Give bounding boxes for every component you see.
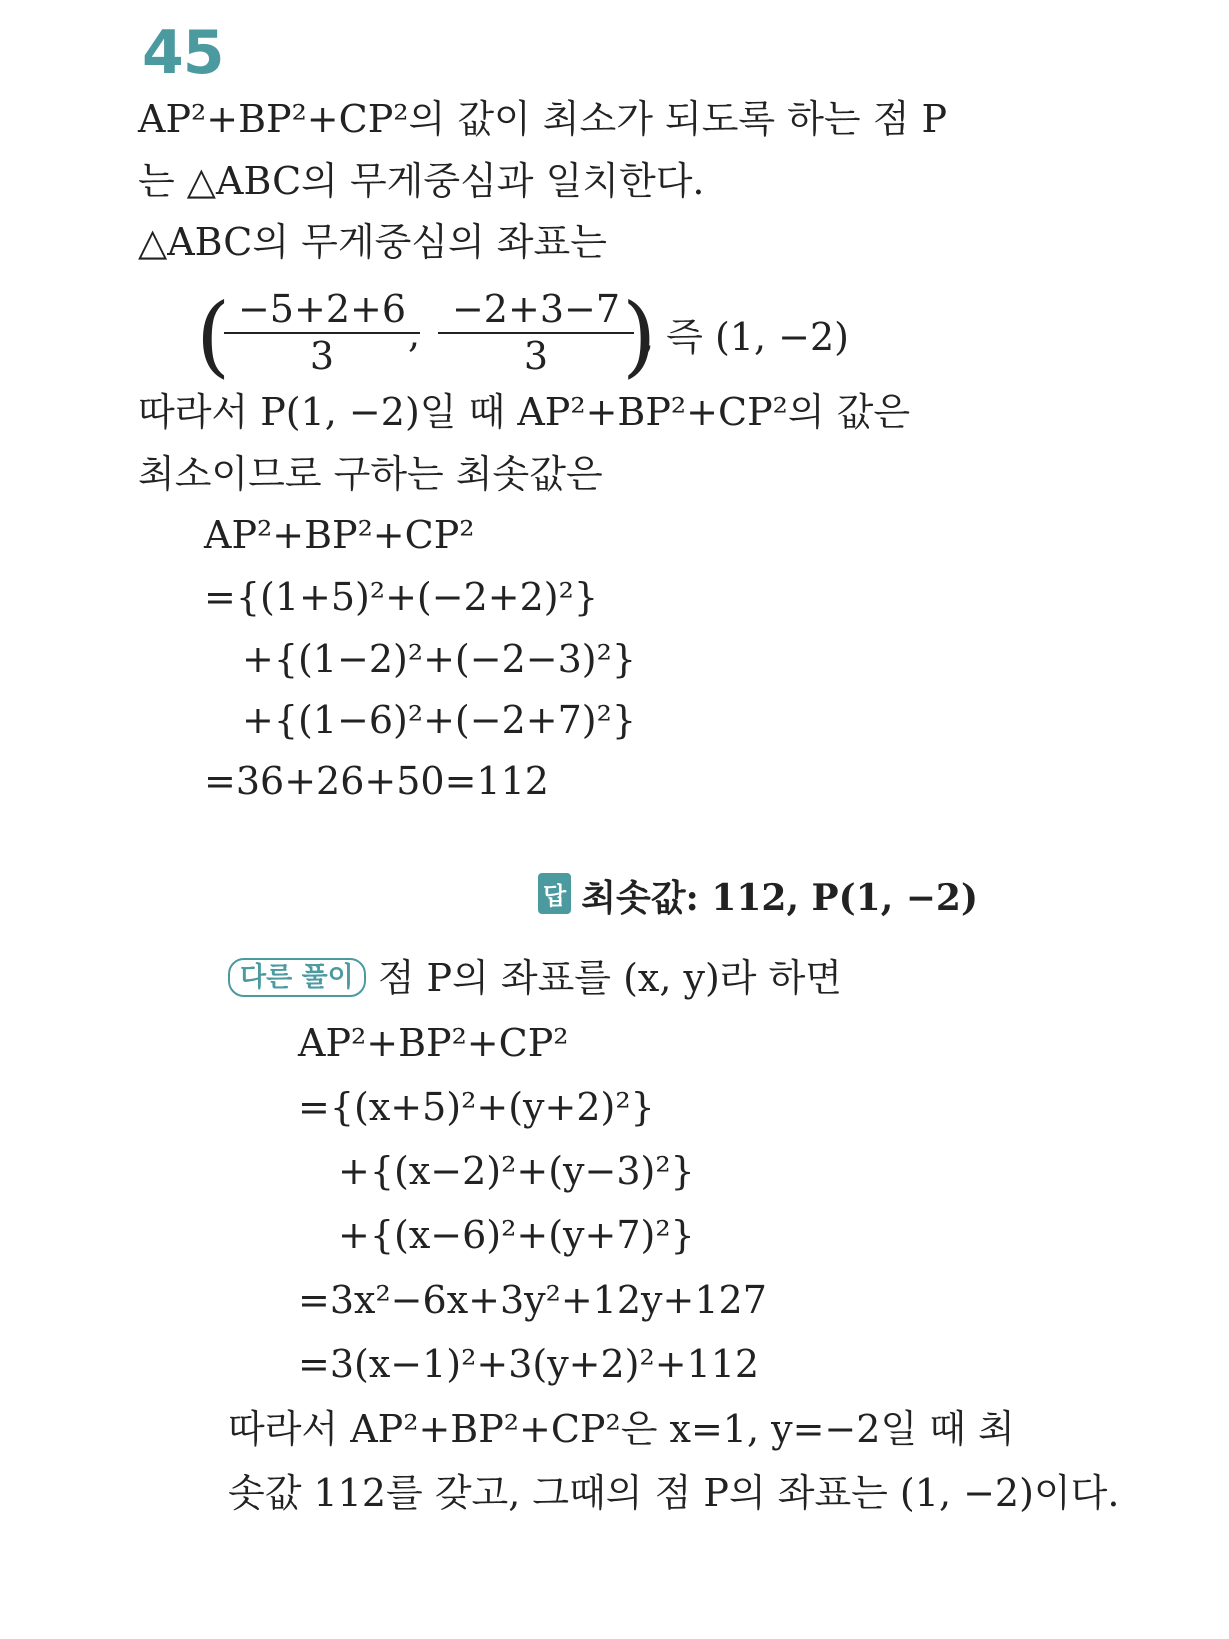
answer-badge: 답 — [538, 873, 571, 914]
fraction-denominator: 3 — [523, 333, 549, 378]
alternate-solution-badge: 다른 풀이 — [228, 958, 366, 997]
problem-line-1: AP²+BP²+CP²의 값이 최소가 되도록 하는 점 P — [138, 97, 948, 141]
problem-line-3: △ABC의 무게중심의 좌표는 — [138, 220, 607, 264]
centroid-y-fraction — [438, 288, 634, 379]
problem-line-6: 최소이므로 구하는 최솟값은 — [138, 452, 603, 496]
alt-calc-line-6: =3(x−1)²+3(y+2)²+112 — [298, 1342, 760, 1386]
fraction-numerator: −2+3−7 — [438, 288, 634, 334]
left-paren-icon: ( — [196, 284, 231, 387]
alt-calc-line-3: +{(x−2)²+(y−3)²} — [338, 1149, 695, 1193]
alternate-intro-line — [228, 956, 842, 1000]
problem-line-5: 따라서 P(1, −2)일 때 AP²+BP²+CP²의 값은 — [138, 390, 911, 434]
calc-line-1: AP²+BP²+CP² — [204, 513, 475, 557]
centroid-result: , 즉 (1, −2) — [642, 315, 849, 359]
comma: , — [408, 312, 421, 356]
answer — [538, 870, 978, 921]
alternate-conclusion-2: 솟값 112를 갖고, 그때의 점 P의 좌표는 (1, −2)이다. — [228, 1471, 1120, 1515]
problem-line-2: 는 △ABC의 무게중심과 일치한다. — [138, 159, 705, 203]
calc-line-4: +{(1−6)²+(−2+7)²} — [242, 698, 637, 742]
alt-calc-line-5: =3x²−6x+3y²+12y+127 — [298, 1278, 767, 1322]
fraction-denominator: 3 — [309, 333, 335, 378]
calc-line-3: +{(1−2)²+(−2−3)²} — [242, 637, 637, 681]
alt-calc-line-2: ={(x+5)²+(y+2)²} — [298, 1085, 655, 1129]
alternate-conclusion-1: 따라서 AP²+BP²+CP²은 x=1, y=−2일 때 최 — [228, 1407, 1015, 1451]
calc-line-5: =36+26+50=112 — [204, 759, 549, 803]
centroid-x-fraction — [224, 288, 420, 379]
fraction-numerator: −5+2+6 — [224, 288, 420, 334]
alt-calc-line-4: +{(x−6)²+(y+7)²} — [338, 1213, 695, 1257]
answer-text: 최솟값: 112, P(1, −2) — [581, 877, 979, 919]
alt-calc-line-1: AP²+BP²+CP² — [298, 1021, 569, 1065]
calc-line-2: ={(1+5)²+(−2+2)²} — [204, 575, 599, 619]
right-paren-icon: ) — [622, 284, 657, 387]
alternate-intro: 점 P의 좌표를 (x, y)라 하면 — [377, 956, 842, 1000]
problem-number: 45 — [142, 18, 224, 88]
